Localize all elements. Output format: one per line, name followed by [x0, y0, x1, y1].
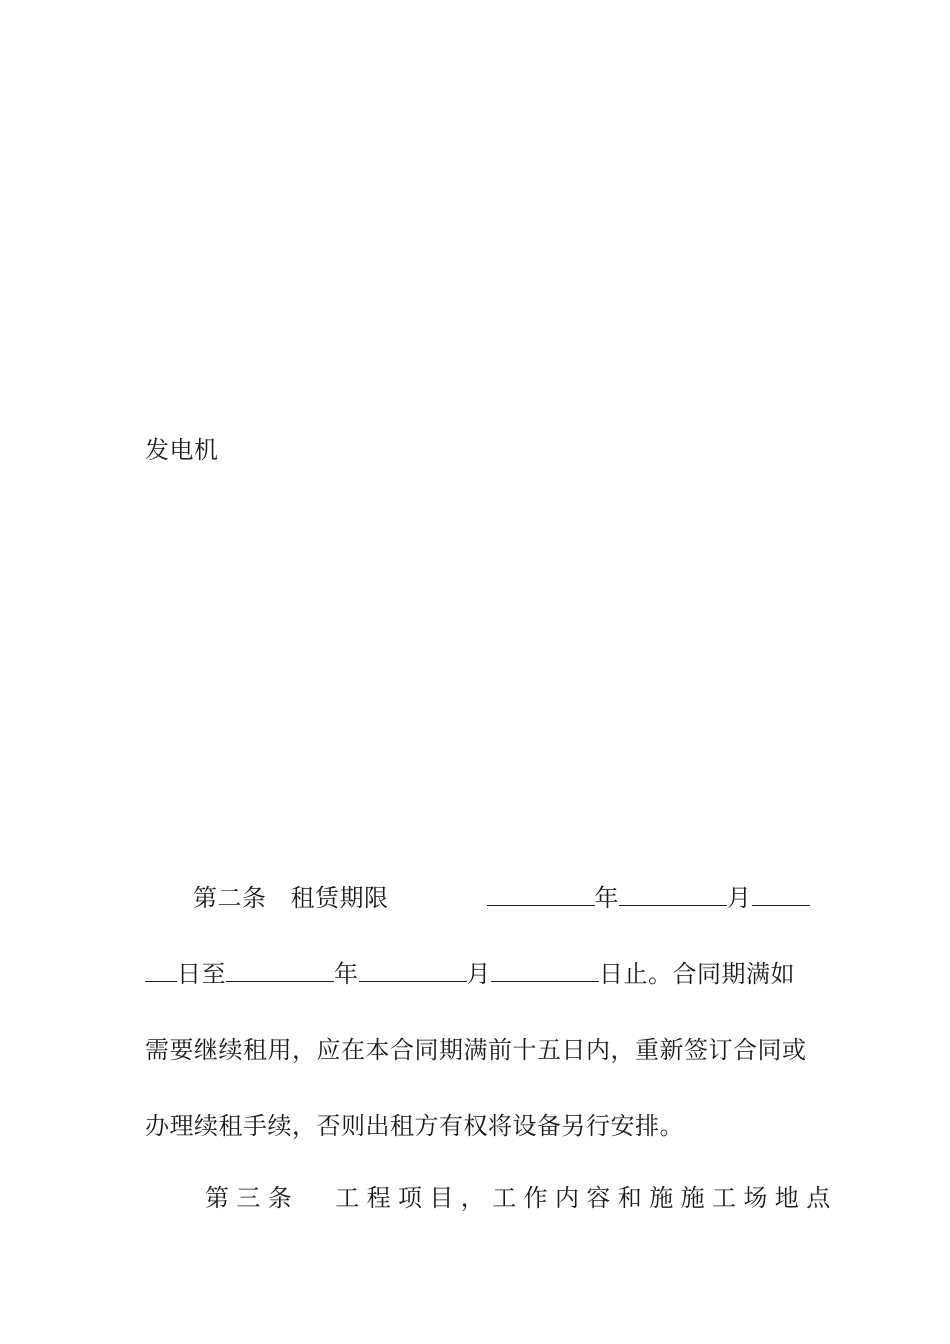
- end-day-text: 日止。合同期满如: [599, 960, 795, 988]
- year-blank: [487, 883, 595, 906]
- year-text: 年: [594, 884, 619, 912]
- article-2-title: 租赁期限: [290, 884, 389, 912]
- article-2-line-1: [193, 882, 805, 914]
- month-text: 月: [727, 884, 752, 912]
- end-year-text: 年: [334, 960, 359, 988]
- article-2-line-3: 需要继续租用，应在本合同期满前十五日内，重新签订合同或: [145, 1036, 807, 1064]
- article-3-line-1: [205, 1182, 838, 1214]
- article-2-line-4: 办理续租手续，否则出租方有权将设备另行安排。: [145, 1112, 684, 1140]
- article-3-label: 第三条: [205, 1184, 300, 1212]
- day-to-text: 日至: [177, 960, 226, 988]
- end-day-blank: [491, 959, 599, 982]
- article-2-label: 第二条: [193, 884, 267, 912]
- day-blank-end: [145, 959, 177, 982]
- end-month-text: 月: [466, 960, 491, 988]
- article-3-title: 工程项目，工作内容和施施工场地点: [335, 1184, 838, 1212]
- end-month-blank: [359, 959, 467, 982]
- article-2-line-2: [145, 958, 805, 990]
- month-blank: [619, 883, 727, 906]
- day-blank-start: [752, 883, 810, 906]
- end-year-blank: [226, 959, 334, 982]
- equipment-name-text: 发电机: [145, 436, 219, 464]
